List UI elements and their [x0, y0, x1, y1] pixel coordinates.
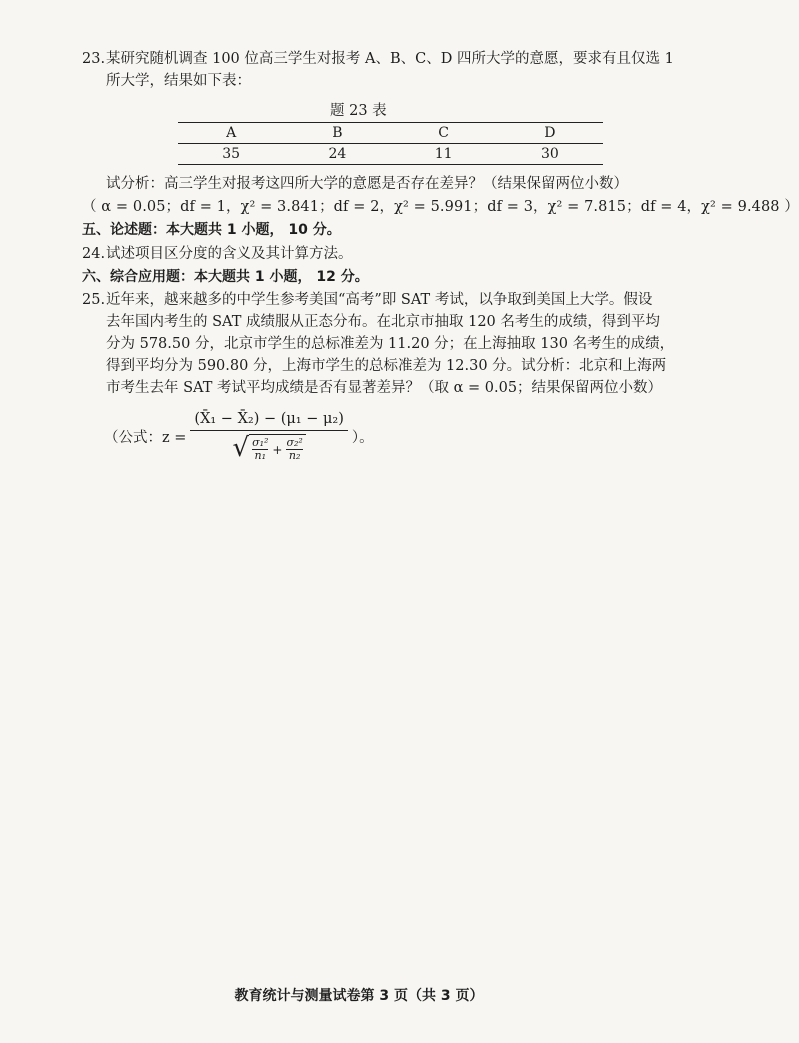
question-24	[82, 242, 353, 263]
table-cell: 24	[328, 146, 347, 162]
formula-denominator	[233, 431, 306, 462]
survey-table	[178, 122, 603, 165]
table-cell: 11	[434, 146, 453, 162]
variance-term-1	[252, 437, 268, 462]
question-number: 24.	[82, 246, 106, 262]
question-23-ask: 试分析：高三学生对报考这四所大学的意愿是否存在差异？（结果保留两位小数）	[106, 176, 628, 192]
question-text: 所大学，结果如下表：	[106, 73, 251, 89]
z-formula	[104, 411, 374, 462]
question-text: 市考生去年 SAT 考试平均成绩是否有显著差异？（取 α = 0.05；结果保留两位小数）	[106, 380, 663, 396]
formula-numerator: (X̄₁ − X̄₂) − (μ₁ − μ₂)	[190, 411, 347, 431]
sigma2: σ₂²	[286, 436, 303, 449]
table-header-cell: B	[332, 125, 343, 141]
plus-sign: +	[272, 442, 283, 457]
question-text: 某研究随机调查 100 位高三学生对报考 A、B、C、D 四所大学的意愿，要求有且仅选 1	[106, 51, 674, 67]
table-header-row	[178, 123, 603, 144]
section-5-title: 五、论述题：本大题共 1 小题， 10 分。	[82, 222, 341, 238]
table-header-cell: C	[438, 125, 449, 141]
formula-suffix: ）。	[351, 430, 374, 446]
critical-values: （ α = 0.05；df = 1，χ² = 3.841；df = 2，χ² = 5.991；df = 3，χ² = 7.815；df = 4，χ² = 9.488 ）	[82, 199, 799, 215]
n2: n₂	[288, 449, 301, 462]
formula-prefix: （公式：z =	[104, 430, 187, 446]
formula-fraction	[190, 411, 347, 462]
question-text: 试述项目区分度的含义及其计算方法。	[106, 246, 353, 262]
variance-term-2	[286, 437, 302, 462]
radicand	[249, 434, 306, 462]
question-23	[82, 48, 682, 92]
question-text: 近年来，越来越多的中学生参考美国“高考”即 SAT 考试，以争取到美国上大学。假设	[106, 292, 653, 308]
question-text: 分为 578.50 分，北京市学生的总标准差为 11.20 分；在上海抽取 130 名考生的成绩，	[106, 336, 675, 352]
question-number: 23.	[82, 51, 106, 67]
section-6-title: 六、综合应用题：本大题共 1 小题， 12 分。	[82, 269, 369, 285]
table-header-cell: A	[226, 125, 237, 141]
sigma1: σ₁²	[252, 436, 269, 449]
table-caption: 题 23 表	[330, 103, 387, 119]
page-footer: 教育统计与测量试卷第 3 页（共 3 页）	[234, 988, 484, 1004]
table-cell: 30	[540, 146, 559, 162]
table-cell: 35	[222, 146, 241, 162]
question-number: 25.	[82, 292, 106, 308]
sqrt-icon: √	[232, 433, 250, 463]
table-row	[178, 144, 603, 165]
question-25	[82, 289, 682, 399]
question-text: 得到平均分为 590.80 分，上海市学生的总标准差为 12.30 分。试分析：北京和上海两	[106, 358, 667, 374]
question-text: 去年国内考生的 SAT 成绩服从正态分布。在北京市抽取 120 名考生的成绩，得到平均	[106, 314, 660, 330]
n1: n₁	[254, 449, 266, 462]
table-header-cell: D	[544, 125, 556, 141]
